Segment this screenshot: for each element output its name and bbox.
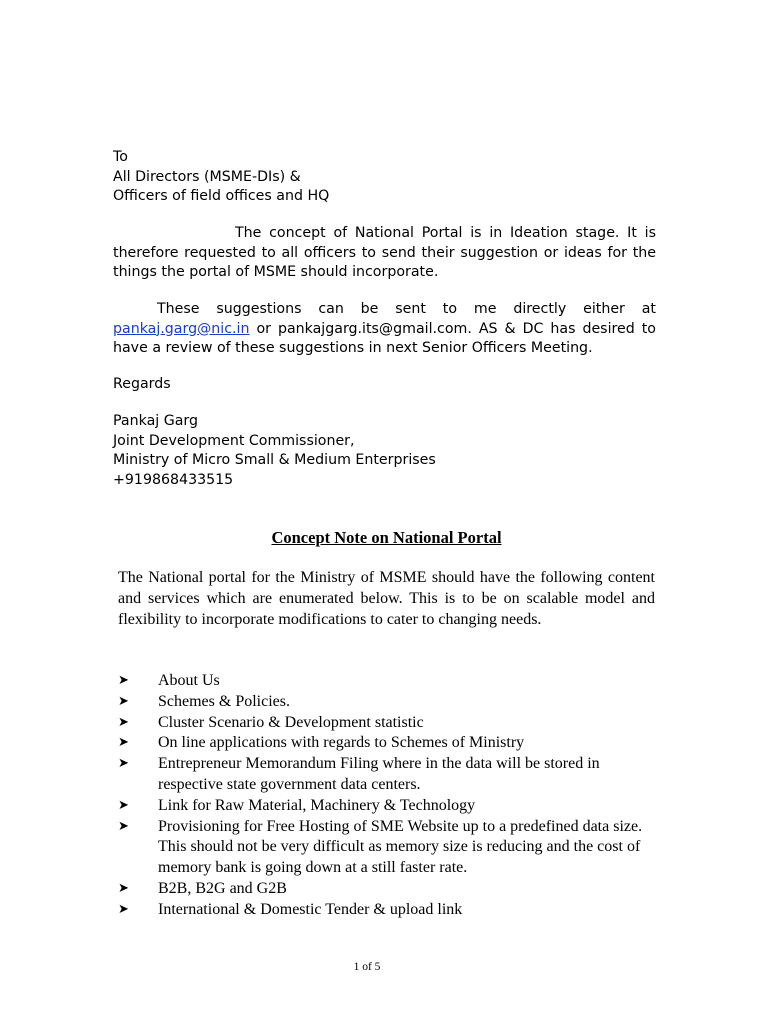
arrow-bullet-icon: ➤ — [118, 818, 129, 834]
list-item-text: Provisioning for Free Hosting of SME Website up to a predefined data size. This should not be very difficult as memory size is reducing and the cost of memory bank is going down at a still faster rate. — [158, 817, 643, 877]
list-item-text: B2B, B2G and G2B — [158, 879, 287, 897]
email-link[interactable]: pankaj.garg@nic.in — [113, 320, 250, 337]
list-item-text: Schemes & Policies. — [158, 692, 290, 710]
list-item-text: International & Domestic Tender & upload link — [158, 900, 463, 918]
concept-intro: The National portal for the Ministry of MSME should have the following content and services which are enumerated below. This is to be on scalable model and flexibility to incorporate modifications to cater to changing needs. — [118, 569, 655, 628]
paragraph-2-rest: or pankajgarg.its@gmail.com. AS & DC has desired to have a review of these suggestions in next Senior Officers Meeting. — [113, 320, 656, 356]
arrow-bullet-icon: ➤ — [118, 673, 129, 688]
letter-paragraph-2 — [113, 300, 656, 359]
list-item-text: Link for Raw Material, Machinery & Technology — [158, 796, 476, 814]
list-item — [118, 817, 658, 879]
list-item — [118, 671, 658, 692]
regards: Regards — [113, 376, 171, 392]
arrow-bullet-icon: ➤ — [118, 756, 129, 772]
list-item-text: On line applications with regards to Schemes of Ministry — [158, 734, 525, 752]
signature-ministry: Ministry of Micro Small & Medium Enterprises — [113, 452, 436, 468]
arrow-bullet-icon: ➤ — [118, 880, 129, 896]
letter-paragraph-1: The concept of National Portal is in Ideation stage. It is therefore requested to all officers to send their suggestion or ideas for the things the portal of MSME should incorporate. — [113, 225, 656, 280]
addressee-officers: Officers of field offices and HQ — [113, 188, 330, 204]
list-item-text: About Us — [158, 672, 220, 689]
list-item — [118, 713, 658, 734]
page-number: 1 of 5 — [353, 961, 381, 973]
addressee-block — [113, 148, 656, 207]
arrow-bullet-icon: ➤ — [118, 735, 129, 751]
concept-note-heading: Concept Note on National Portal — [271, 528, 502, 547]
list-item — [118, 900, 658, 921]
list-item — [118, 796, 658, 817]
arrow-bullet-icon: ➤ — [118, 901, 129, 917]
addressee-to: To — [113, 149, 128, 165]
addressee-directors: All Directors (MSME-DIs) & — [113, 168, 301, 185]
signature-phone: +919868433515 — [113, 471, 234, 488]
concept-items-list — [118, 671, 658, 921]
list-item — [118, 692, 658, 713]
signature-name: Pankaj Garg — [113, 413, 198, 429]
signature-block — [113, 412, 656, 490]
list-item — [118, 754, 658, 796]
arrow-bullet-icon: ➤ — [118, 693, 129, 709]
list-item-text: Cluster Scenario & Development statistic — [158, 713, 424, 731]
arrow-bullet-icon: ➤ — [118, 714, 129, 730]
paragraph-2-lead: These suggestions can be sent to me directly either at — [157, 301, 656, 317]
list-item — [118, 733, 658, 754]
arrow-bullet-icon: ➤ — [118, 797, 129, 813]
list-item-text: Entrepreneur Memorandum Filing where in the data will be stored in respective state government data centers. — [158, 755, 600, 793]
signature-title: Joint Development Commissioner, — [113, 432, 355, 449]
list-item — [118, 879, 658, 900]
